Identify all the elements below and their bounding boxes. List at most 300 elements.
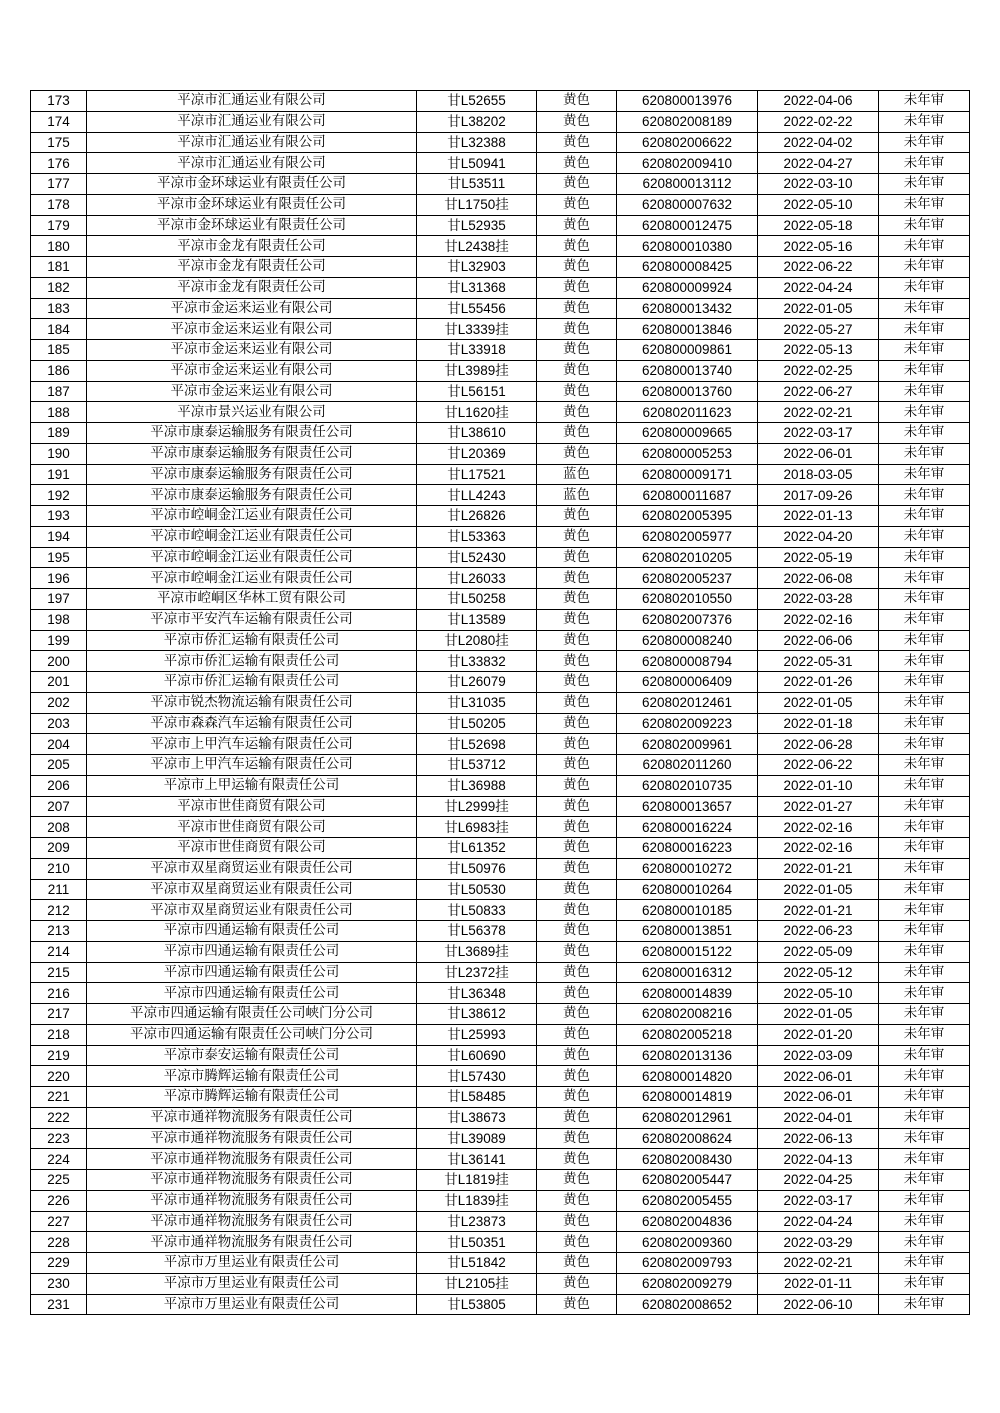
review-status: 未年审 <box>879 174 970 195</box>
company-name: 平凉市崆峒金江运业有限责任公司 <box>87 547 417 568</box>
plate-number: 甘L50351 <box>417 1232 537 1253</box>
plate-color: 黄色 <box>537 941 617 962</box>
company-name: 平凉市通祥物流服务有限责任公司 <box>87 1232 417 1253</box>
plate-number: 甘L25993 <box>417 1024 537 1045</box>
company-name: 平凉市世佳商贸有限公司 <box>87 796 417 817</box>
plate-color: 黄色 <box>537 1066 617 1087</box>
row-number: 221 <box>31 1087 87 1108</box>
company-name: 平凉市金运来运业有限公司 <box>87 340 417 361</box>
table-row <box>31 423 970 444</box>
date: 2022-04-24 <box>758 277 879 298</box>
plate-color: 黄色 <box>537 174 617 195</box>
row-number: 223 <box>31 1128 87 1149</box>
review-status: 未年审 <box>879 900 970 921</box>
review-status: 未年审 <box>879 360 970 381</box>
plate-number: 甘L53805 <box>417 1294 537 1315</box>
plate-number: 甘L57430 <box>417 1066 537 1087</box>
plate-number: 甘L23873 <box>417 1211 537 1232</box>
plate-color: 黄色 <box>537 775 617 796</box>
certificate-number: 620800012475 <box>617 215 758 236</box>
date: 2022-02-16 <box>758 838 879 859</box>
certificate-number: 620800013846 <box>617 319 758 340</box>
row-number: 228 <box>31 1232 87 1253</box>
plate-number: 甘L61352 <box>417 838 537 859</box>
company-name: 平凉市腾辉运输有限责任公司 <box>87 1066 417 1087</box>
company-name: 平凉市双星商贸运业有限责任公司 <box>87 900 417 921</box>
plate-number: 甘L32903 <box>417 257 537 278</box>
table-row <box>31 485 970 506</box>
date: 2022-03-09 <box>758 1045 879 1066</box>
row-number: 218 <box>31 1024 87 1045</box>
review-status: 未年审 <box>879 796 970 817</box>
plate-color: 黄色 <box>537 257 617 278</box>
certificate-number: 620802009279 <box>617 1273 758 1294</box>
plate-number: 甘L6983挂 <box>417 817 537 838</box>
review-status: 未年审 <box>879 547 970 568</box>
plate-number: 甘L50976 <box>417 858 537 879</box>
table-row <box>31 340 970 361</box>
certificate-number: 620802005395 <box>617 506 758 527</box>
certificate-number: 620802005218 <box>617 1024 758 1045</box>
date: 2022-01-10 <box>758 775 879 796</box>
company-name: 平凉市万里运业有限责任公司 <box>87 1253 417 1274</box>
certificate-number: 620800010380 <box>617 236 758 257</box>
date: 2022-04-20 <box>758 526 879 547</box>
plate-number: 甘L38612 <box>417 1004 537 1025</box>
row-number: 194 <box>31 526 87 547</box>
review-status: 未年审 <box>879 111 970 132</box>
plate-color: 黄色 <box>537 236 617 257</box>
date: 2022-05-12 <box>758 962 879 983</box>
company-name: 平凉市锐杰物流运输有限责任公司 <box>87 692 417 713</box>
date: 2022-01-21 <box>758 858 879 879</box>
date: 2022-01-18 <box>758 713 879 734</box>
company-name: 平凉市双星商贸运业有限责任公司 <box>87 858 417 879</box>
row-number: 210 <box>31 858 87 879</box>
row-number: 205 <box>31 755 87 776</box>
plate-color: 黄色 <box>537 1211 617 1232</box>
table-body <box>31 91 970 1315</box>
date: 2022-01-05 <box>758 298 879 319</box>
review-status: 未年审 <box>879 713 970 734</box>
table-row <box>31 755 970 776</box>
plate-color: 黄色 <box>537 1232 617 1253</box>
plate-number: 甘L52430 <box>417 547 537 568</box>
row-number: 174 <box>31 111 87 132</box>
date: 2022-01-05 <box>758 1004 879 1025</box>
row-number: 198 <box>31 609 87 630</box>
company-name: 平凉市崆峒金江运业有限责任公司 <box>87 526 417 547</box>
date: 2022-06-28 <box>758 734 879 755</box>
table-row <box>31 215 970 236</box>
plate-color: 黄色 <box>537 443 617 464</box>
certificate-number: 620800010185 <box>617 900 758 921</box>
table-row <box>31 402 970 423</box>
date: 2022-03-10 <box>758 174 879 195</box>
row-number: 192 <box>31 485 87 506</box>
plate-number: 甘L26033 <box>417 568 537 589</box>
plate-number: 甘L33918 <box>417 340 537 361</box>
plate-number: 甘L2438挂 <box>417 236 537 257</box>
company-name: 平凉市四通运输有限责任公司 <box>87 983 417 1004</box>
certificate-number: 620802005455 <box>617 1190 758 1211</box>
plate-color: 黄色 <box>537 506 617 527</box>
review-status: 未年审 <box>879 277 970 298</box>
review-status: 未年审 <box>879 858 970 879</box>
plate-color: 黄色 <box>537 838 617 859</box>
company-name: 平凉市四通运输有限责任公司 <box>87 941 417 962</box>
company-name: 平凉市泰安运输有限责任公司 <box>87 1045 417 1066</box>
company-name: 平凉市腾辉运输有限责任公司 <box>87 1087 417 1108</box>
company-name: 平凉市通祥物流服务有限责任公司 <box>87 1107 417 1128</box>
company-name: 平凉市通祥物流服务有限责任公司 <box>87 1149 417 1170</box>
plate-color: 黄色 <box>537 1004 617 1025</box>
date: 2022-06-01 <box>758 1087 879 1108</box>
plate-number: 甘L17521 <box>417 464 537 485</box>
date: 2022-04-01 <box>758 1107 879 1128</box>
certificate-number: 620802005237 <box>617 568 758 589</box>
date: 2022-01-05 <box>758 692 879 713</box>
plate-color: 黄色 <box>537 194 617 215</box>
plate-number: 甘L13589 <box>417 609 537 630</box>
plate-color: 黄色 <box>537 1149 617 1170</box>
company-name: 平凉市金环球运业有限责任公司 <box>87 174 417 195</box>
row-number: 225 <box>31 1170 87 1191</box>
review-status: 未年审 <box>879 1273 970 1294</box>
date: 2022-02-21 <box>758 1253 879 1274</box>
review-status: 未年审 <box>879 1170 970 1191</box>
table-row <box>31 796 970 817</box>
company-name: 平凉市崆峒区华林工贸有限公司 <box>87 589 417 610</box>
plate-color: 黄色 <box>537 921 617 942</box>
row-number: 201 <box>31 672 87 693</box>
plate-number: 甘L56378 <box>417 921 537 942</box>
company-name: 平凉市崆峒金江运业有限责任公司 <box>87 506 417 527</box>
certificate-number: 620800011687 <box>617 485 758 506</box>
date: 2022-01-27 <box>758 796 879 817</box>
plate-color: 黄色 <box>537 672 617 693</box>
row-number: 186 <box>31 360 87 381</box>
certificate-number: 620802010205 <box>617 547 758 568</box>
review-status: 未年审 <box>879 1087 970 1108</box>
row-number: 224 <box>31 1149 87 1170</box>
certificate-number: 620800009924 <box>617 277 758 298</box>
plate-number: 甘L2372挂 <box>417 962 537 983</box>
certificate-number: 620800013851 <box>617 921 758 942</box>
company-name: 平凉市平安汽车运输有限责任公司 <box>87 609 417 630</box>
review-status: 未年审 <box>879 402 970 423</box>
plate-color: 黄色 <box>537 692 617 713</box>
table-row <box>31 1273 970 1294</box>
row-number: 202 <box>31 692 87 713</box>
review-status: 未年审 <box>879 443 970 464</box>
date: 2022-04-13 <box>758 1149 879 1170</box>
plate-color: 黄色 <box>537 1045 617 1066</box>
review-status: 未年审 <box>879 1190 970 1211</box>
plate-number: 甘L31368 <box>417 277 537 298</box>
row-number: 209 <box>31 838 87 859</box>
certificate-number: 620800014820 <box>617 1066 758 1087</box>
plate-color: 黄色 <box>537 900 617 921</box>
row-number: 213 <box>31 921 87 942</box>
certificate-number: 620802008189 <box>617 111 758 132</box>
company-name: 平凉市上甲汽车运输有限责任公司 <box>87 755 417 776</box>
table-row <box>31 1170 970 1191</box>
certificate-number: 620800013976 <box>617 91 758 112</box>
certificate-number: 620802004836 <box>617 1211 758 1232</box>
plate-number: 甘L36988 <box>417 775 537 796</box>
review-status: 未年审 <box>879 879 970 900</box>
review-status: 未年审 <box>879 236 970 257</box>
table-row <box>31 257 970 278</box>
review-status: 未年审 <box>879 568 970 589</box>
certificate-number: 620802007376 <box>617 609 758 630</box>
certificate-number: 620802009223 <box>617 713 758 734</box>
table-row <box>31 132 970 153</box>
review-status: 未年审 <box>879 381 970 402</box>
table-row <box>31 775 970 796</box>
company-name: 平凉市康泰运输服务有限责任公司 <box>87 443 417 464</box>
row-number: 214 <box>31 941 87 962</box>
plate-number: 甘L38673 <box>417 1107 537 1128</box>
row-number: 191 <box>31 464 87 485</box>
plate-color: 黄色 <box>537 734 617 755</box>
review-status: 未年审 <box>879 319 970 340</box>
date: 2022-05-16 <box>758 236 879 257</box>
plate-color: 黄色 <box>537 1273 617 1294</box>
plate-color: 黄色 <box>537 298 617 319</box>
review-status: 未年审 <box>879 838 970 859</box>
table-row <box>31 589 970 610</box>
plate-color: 黄色 <box>537 111 617 132</box>
review-status: 未年审 <box>879 506 970 527</box>
row-number: 193 <box>31 506 87 527</box>
table-row <box>31 858 970 879</box>
review-status: 未年审 <box>879 1045 970 1066</box>
table-row <box>31 983 970 1004</box>
certificate-number: 620800008240 <box>617 630 758 651</box>
certificate-number: 620802010735 <box>617 775 758 796</box>
table-row <box>31 547 970 568</box>
certificate-number: 620802008216 <box>617 1004 758 1025</box>
plate-number: 甘L51842 <box>417 1253 537 1274</box>
certificate-number: 620802005447 <box>617 1170 758 1191</box>
review-status: 未年审 <box>879 1066 970 1087</box>
date: 2022-01-11 <box>758 1273 879 1294</box>
plate-number: 甘L36348 <box>417 983 537 1004</box>
plate-color: 黄色 <box>537 215 617 236</box>
company-name: 平凉市万里运业有限责任公司 <box>87 1294 417 1315</box>
row-number: 216 <box>31 983 87 1004</box>
certificate-number: 620800010272 <box>617 858 758 879</box>
plate-number: 甘L60690 <box>417 1045 537 1066</box>
table-row <box>31 1128 970 1149</box>
plate-color: 黄色 <box>537 423 617 444</box>
plate-number: 甘L52935 <box>417 215 537 236</box>
plate-number: 甘L56151 <box>417 381 537 402</box>
review-status: 未年审 <box>879 298 970 319</box>
table-row <box>31 194 970 215</box>
review-status: 未年审 <box>879 755 970 776</box>
row-number: 185 <box>31 340 87 361</box>
row-number: 187 <box>31 381 87 402</box>
review-status: 未年审 <box>879 734 970 755</box>
certificate-number: 620802009360 <box>617 1232 758 1253</box>
table-row <box>31 1107 970 1128</box>
plate-number: 甘L52698 <box>417 734 537 755</box>
company-name: 平凉市侨汇运输有限责任公司 <box>87 651 417 672</box>
company-name: 平凉市侨汇运输有限责任公司 <box>87 672 417 693</box>
table-row <box>31 153 970 174</box>
review-status: 未年审 <box>879 775 970 796</box>
certificate-number: 620800009861 <box>617 340 758 361</box>
date: 2022-03-17 <box>758 423 879 444</box>
company-name: 平凉市森森汽车运输有限责任公司 <box>87 713 417 734</box>
company-name: 平凉市四通运输有限责任公司峡门分公司 <box>87 1004 417 1025</box>
plate-number: 甘L53363 <box>417 526 537 547</box>
table-row <box>31 838 970 859</box>
table-row <box>31 174 970 195</box>
table-row <box>31 692 970 713</box>
plate-number: 甘L50941 <box>417 153 537 174</box>
date: 2022-05-19 <box>758 547 879 568</box>
table-row <box>31 1149 970 1170</box>
company-name: 平凉市康泰运输服务有限责任公司 <box>87 423 417 444</box>
table-row <box>31 879 970 900</box>
certificate-number: 620802011260 <box>617 755 758 776</box>
plate-number: 甘L36141 <box>417 1149 537 1170</box>
certificate-number: 620800009665 <box>617 423 758 444</box>
row-number: 222 <box>31 1107 87 1128</box>
date: 2022-01-26 <box>758 672 879 693</box>
certificate-number: 620802012461 <box>617 692 758 713</box>
row-number: 175 <box>31 132 87 153</box>
review-status: 未年审 <box>879 817 970 838</box>
certificate-number: 620802010550 <box>617 589 758 610</box>
plate-color: 黄色 <box>537 1107 617 1128</box>
row-number: 204 <box>31 734 87 755</box>
plate-color: 黄色 <box>537 319 617 340</box>
table-row <box>31 1024 970 1045</box>
plate-number: 甘L32388 <box>417 132 537 153</box>
company-name: 平凉市汇通运业有限公司 <box>87 153 417 174</box>
table-row <box>31 1253 970 1274</box>
company-name: 平凉市汇通运业有限公司 <box>87 132 417 153</box>
company-name: 平凉市通祥物流服务有限责任公司 <box>87 1190 417 1211</box>
plate-number: 甘L53712 <box>417 755 537 776</box>
certificate-number: 620802013136 <box>617 1045 758 1066</box>
table-row <box>31 921 970 942</box>
plate-color: 黄色 <box>537 381 617 402</box>
review-status: 未年审 <box>879 132 970 153</box>
plate-color: 黄色 <box>537 1190 617 1211</box>
date: 2022-05-13 <box>758 340 879 361</box>
row-number: 195 <box>31 547 87 568</box>
plate-color: 黄色 <box>537 1170 617 1191</box>
date: 2022-04-25 <box>758 1170 879 1191</box>
table-row <box>31 1045 970 1066</box>
table-row <box>31 734 970 755</box>
company-name: 平凉市金环球运业有限责任公司 <box>87 194 417 215</box>
date: 2022-05-18 <box>758 215 879 236</box>
review-status: 未年审 <box>879 1253 970 1274</box>
certificate-number: 620800015122 <box>617 941 758 962</box>
row-number: 196 <box>31 568 87 589</box>
review-status: 未年审 <box>879 983 970 1004</box>
certificate-number: 620802008624 <box>617 1128 758 1149</box>
date: 2022-01-21 <box>758 900 879 921</box>
company-name: 平凉市金环球运业有限责任公司 <box>87 215 417 236</box>
table-row <box>31 817 970 838</box>
plate-color: 蓝色 <box>537 485 617 506</box>
review-status: 未年审 <box>879 215 970 236</box>
table-row <box>31 651 970 672</box>
table-row <box>31 236 970 257</box>
plate-number: 甘L1620挂 <box>417 402 537 423</box>
date: 2022-03-29 <box>758 1232 879 1253</box>
certificate-number: 620800014839 <box>617 983 758 1004</box>
certificate-number: 620800008794 <box>617 651 758 672</box>
table-row <box>31 1066 970 1087</box>
row-number: 206 <box>31 775 87 796</box>
plate-number: 甘L31035 <box>417 692 537 713</box>
review-status: 未年审 <box>879 194 970 215</box>
date: 2017-09-26 <box>758 485 879 506</box>
company-name: 平凉市四通运输有限责任公司峡门分公司 <box>87 1024 417 1045</box>
certificate-number: 620800006409 <box>617 672 758 693</box>
plate-number: 甘L50833 <box>417 900 537 921</box>
date: 2022-02-22 <box>758 111 879 132</box>
company-name: 平凉市四通运输有限责任公司 <box>87 962 417 983</box>
row-number: 229 <box>31 1253 87 1274</box>
table-row <box>31 962 970 983</box>
date: 2022-04-27 <box>758 153 879 174</box>
plate-color: 黄色 <box>537 651 617 672</box>
date: 2018-03-05 <box>758 464 879 485</box>
review-status: 未年审 <box>879 1232 970 1253</box>
company-name: 平凉市景兴运业有限公司 <box>87 402 417 423</box>
row-number: 184 <box>31 319 87 340</box>
company-name: 平凉市四通运输有限责任公司 <box>87 921 417 942</box>
table-row <box>31 1190 970 1211</box>
row-number: 208 <box>31 817 87 838</box>
review-status: 未年审 <box>879 609 970 630</box>
review-status: 未年审 <box>879 651 970 672</box>
review-status: 未年审 <box>879 1128 970 1149</box>
certificate-number: 620802011623 <box>617 402 758 423</box>
plate-number: 甘L39089 <box>417 1128 537 1149</box>
plate-number: 甘L50258 <box>417 589 537 610</box>
certificate-number: 620800016224 <box>617 817 758 838</box>
date: 2022-04-24 <box>758 1211 879 1232</box>
review-status: 未年审 <box>879 1211 970 1232</box>
row-number: 190 <box>31 443 87 464</box>
table-row <box>31 1294 970 1315</box>
certificate-number: 620800013112 <box>617 174 758 195</box>
company-name: 平凉市金运来运业有限公司 <box>87 360 417 381</box>
plate-number: 甘L2080挂 <box>417 630 537 651</box>
date: 2022-05-09 <box>758 941 879 962</box>
row-number: 230 <box>31 1273 87 1294</box>
table-row <box>31 1087 970 1108</box>
plate-number: 甘L1839挂 <box>417 1190 537 1211</box>
table-row <box>31 609 970 630</box>
review-status: 未年审 <box>879 921 970 942</box>
certificate-number: 620800007632 <box>617 194 758 215</box>
row-number: 189 <box>31 423 87 444</box>
certificate-number: 620802009410 <box>617 153 758 174</box>
plate-color: 黄色 <box>537 713 617 734</box>
